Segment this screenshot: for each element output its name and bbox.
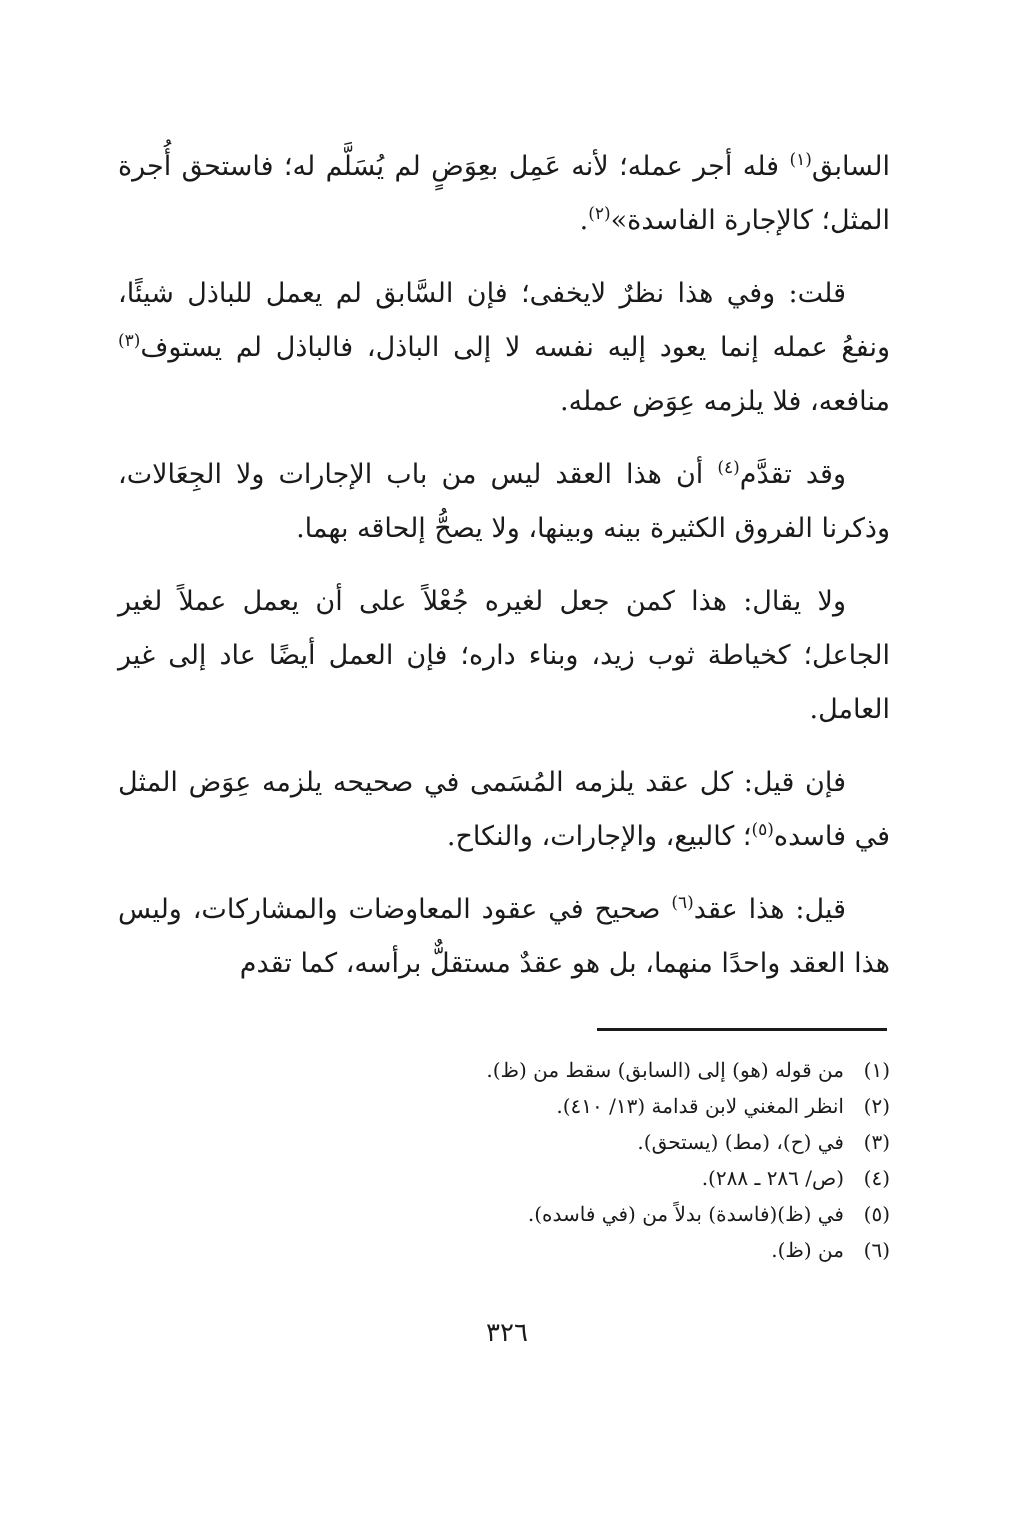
text-run: صحيح في عقود المعاوضات والمشاركات، وليس هذا العقد واحدًا منهما، بل هو عقدٌ مستقلٌّ برأسه، كما تقدم	[118, 894, 890, 979]
text-run: السابق	[811, 151, 890, 182]
footnote-text: من قوله (هو) إلى (السابق) سقط من (ظ).	[486, 1058, 844, 1082]
footnote-marker: (٢)	[588, 204, 611, 224]
paragraph-1	[118, 140, 890, 248]
paragraph-5	[118, 756, 890, 864]
text-run: أن هذا العقد ليس من باب الإجارات ولا الجِعَالات، وذكرنا الفروق الكثيرة بينه وبينها، ولا يصحُّ إلحاقه بهما.	[118, 459, 890, 544]
text-run: ؛ كالبيع، والإجارات، والنكاح.	[446, 821, 752, 852]
footnote-1	[300, 1052, 890, 1088]
text-run: فإن قيل: كل عقد يلزمه المُسَمى في صحيحه يلزمه عِوَض المثل في فاسده	[118, 767, 890, 852]
footnote-text: في (ح)، (مط) (يستحق).	[637, 1130, 844, 1154]
footnote-marker: (٤)	[717, 458, 740, 478]
footnote-marker: (٣)	[118, 331, 141, 351]
footnote-marker: (٦)	[671, 893, 694, 913]
footnote-4	[300, 1160, 890, 1196]
footnote-marker: (١)	[789, 150, 812, 170]
main-text	[118, 140, 890, 1010]
paragraph-6	[118, 883, 890, 991]
paragraph-2	[118, 267, 890, 429]
footnote-number: (٢)	[863, 1094, 890, 1118]
text-run: ولا يقال: هذا كمن جعل لغيره جُعْلاً على أن يعمل عملاً لغير الجاعل؛ كخياطة ثوب زيد، وبناء داره؛ فإن العمل أيضًا عاد إلى غير العامل.	[118, 586, 890, 725]
footnote-divider	[597, 1028, 887, 1031]
text-run: فله أجر عمله؛ لأنه عَمِل بعِوَضٍ لم يُسَلَّم له؛ فاستحق أُجرة المثل؛ كالإجارة الفاسدة»	[118, 151, 890, 236]
footnote-number: (٥)	[863, 1202, 890, 1226]
footnote-text: (ص/ ٢٨٦ ـ ٢٨٨).	[701, 1166, 844, 1190]
footnotes	[300, 1052, 890, 1268]
footnote-number: (٣)	[863, 1130, 890, 1154]
page-number: ٣٢٦	[486, 1318, 528, 1348]
footnote-number: (٤)	[863, 1166, 890, 1190]
footnote-5	[300, 1196, 890, 1232]
text-run: قيل: هذا عقد	[693, 894, 846, 925]
footnote-text: من (ظ).	[771, 1238, 844, 1262]
footnote-text: انظر المغني لابن قدامة (١٣/ ٤١٠).	[556, 1094, 844, 1118]
footnote-text: في (ظ)(فاسدة) بدلاً من (في فاسده).	[527, 1202, 844, 1226]
footnote-marker: (٥)	[751, 820, 774, 840]
footnote-6	[300, 1232, 890, 1268]
text-run: وقد تقدَّم	[739, 459, 846, 490]
footnote-2	[300, 1088, 890, 1124]
paragraph-3	[118, 448, 890, 556]
paragraph-4	[118, 575, 890, 737]
text-run: .	[579, 205, 589, 236]
text-run: منافعه، فلا يلزمه عِوَض عمله.	[559, 386, 890, 417]
footnote-number: (١)	[863, 1058, 890, 1082]
text-run: قلت: وفي هذا نظرٌ لايخفى؛ فإن السَّابق لم يعمل للباذل شيئًا، ونفعُ عمله إنما يعود إليه نفسه لا إلى الباذل، فالباذل لم يستوف	[118, 278, 890, 363]
footnote-3	[300, 1124, 890, 1160]
footnote-number: (٦)	[863, 1238, 890, 1262]
